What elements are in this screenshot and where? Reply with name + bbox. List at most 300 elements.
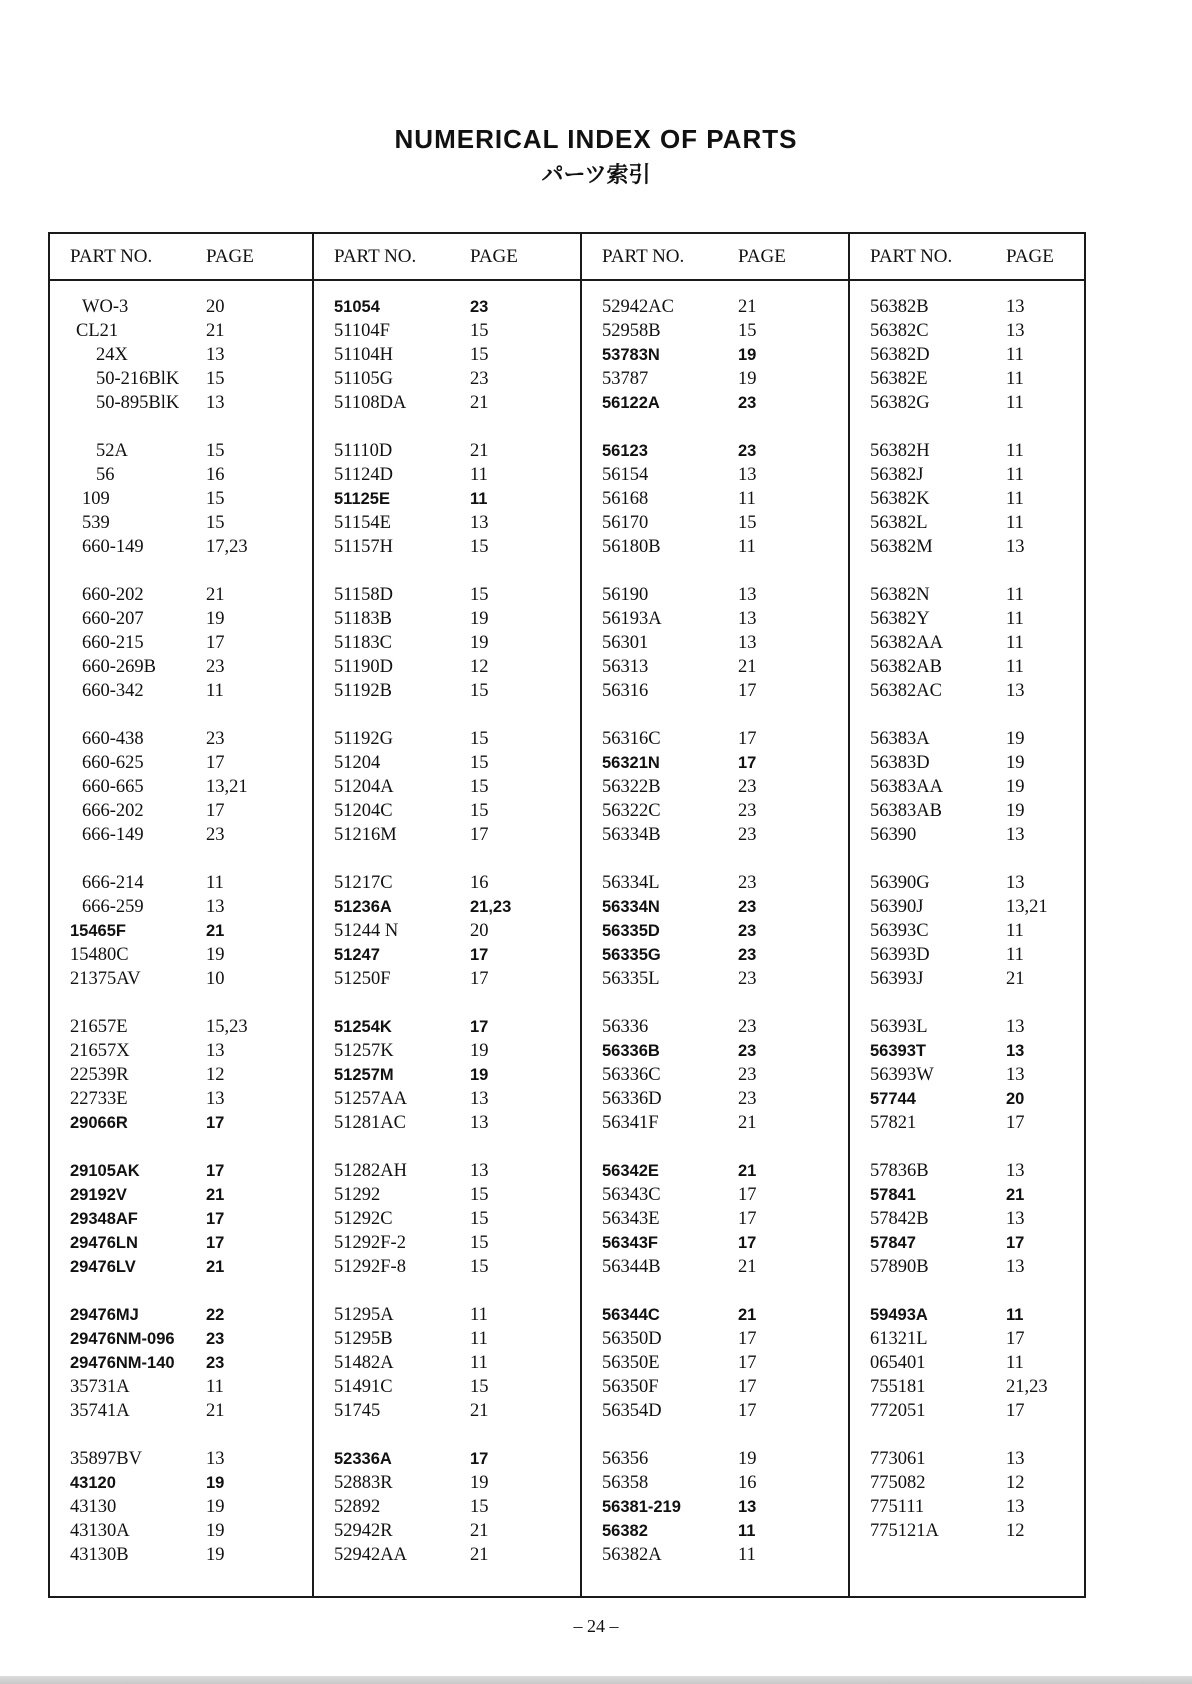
page-reference: 23 bbox=[206, 1329, 225, 1348]
page-reference: 19 bbox=[206, 1544, 225, 1565]
page-reference: 11 bbox=[1006, 512, 1024, 533]
scan-edge bbox=[0, 1676, 1192, 1684]
page-reference: 21,23 bbox=[470, 897, 512, 916]
table-row bbox=[582, 1015, 848, 1039]
page-reference: 23 bbox=[738, 824, 757, 845]
part-number: 56382E bbox=[870, 368, 928, 389]
table-row bbox=[314, 295, 580, 319]
part-number: 56190 bbox=[602, 584, 649, 605]
table-row bbox=[314, 1255, 580, 1279]
part-number: 56334L bbox=[602, 872, 660, 893]
table-row bbox=[314, 511, 580, 535]
table-row bbox=[582, 1087, 848, 1111]
part-number: 56382J bbox=[870, 464, 924, 485]
table-row bbox=[850, 1183, 1084, 1207]
table-row bbox=[314, 967, 580, 991]
page-reference: 19 bbox=[470, 1472, 489, 1493]
page-reference: 15 bbox=[206, 512, 225, 533]
part-number: 61321L bbox=[870, 1328, 928, 1349]
page-reference: 13 bbox=[1006, 1496, 1025, 1517]
table-row bbox=[582, 1399, 848, 1423]
page-reference: 17 bbox=[206, 1233, 225, 1252]
page-reference: 15 bbox=[470, 1232, 489, 1253]
page-reference: 16 bbox=[206, 464, 225, 485]
table-row bbox=[850, 919, 1084, 943]
part-number: 51110D bbox=[334, 440, 393, 461]
table-row bbox=[582, 607, 848, 631]
page-reference: 13 bbox=[470, 1088, 489, 1109]
part-number: 57847 bbox=[870, 1233, 916, 1252]
part-number: 53787 bbox=[602, 368, 649, 389]
part-number: 56336D bbox=[602, 1088, 662, 1109]
table-row bbox=[582, 1327, 848, 1351]
part-number: 56335L bbox=[602, 968, 660, 989]
page-reference: 22 bbox=[206, 1305, 225, 1324]
page-reference: 11 bbox=[1006, 1352, 1024, 1373]
table-row bbox=[50, 439, 312, 463]
page-reference: 17 bbox=[738, 1208, 757, 1229]
page-reference: 15 bbox=[470, 776, 489, 797]
page-reference: 13 bbox=[1006, 680, 1025, 701]
table-row bbox=[314, 439, 580, 463]
table-row bbox=[582, 1183, 848, 1207]
page-reference: 19 bbox=[206, 1520, 225, 1541]
table-row bbox=[850, 775, 1084, 799]
part-number: 56393T bbox=[870, 1041, 926, 1060]
page-reference: 11 bbox=[1006, 464, 1024, 485]
page-reference: 19 bbox=[738, 368, 757, 389]
part-number: 56180B bbox=[602, 536, 661, 557]
page-reference: 23 bbox=[738, 1088, 757, 1109]
page-reference: 11 bbox=[1006, 656, 1024, 677]
table-row bbox=[50, 1375, 312, 1399]
table-row bbox=[582, 1543, 848, 1567]
page-header: PAGE bbox=[206, 245, 254, 267]
table-row bbox=[50, 1471, 312, 1495]
page-reference: 13 bbox=[738, 608, 757, 629]
table-row bbox=[50, 535, 312, 559]
part-number: 29348AF bbox=[70, 1209, 138, 1228]
table-row bbox=[850, 535, 1084, 559]
part-number: 56301 bbox=[602, 632, 649, 653]
part-number: 56390J bbox=[870, 896, 924, 917]
table-row bbox=[50, 1327, 312, 1351]
table-row bbox=[314, 871, 580, 895]
part-number: 15480C bbox=[70, 944, 129, 965]
page-header: PAGE bbox=[1006, 245, 1054, 267]
page-reference: 16 bbox=[738, 1472, 757, 1493]
part-number: 51250F bbox=[334, 968, 391, 989]
part-number: 56342E bbox=[602, 1161, 659, 1180]
column-header bbox=[314, 234, 580, 281]
part-number: 660-149 bbox=[82, 536, 144, 557]
page-reference: 17 bbox=[206, 632, 225, 653]
table-row bbox=[50, 823, 312, 847]
part-number: 51236A bbox=[334, 897, 392, 916]
table-row bbox=[582, 943, 848, 967]
page-reference: 21 bbox=[1006, 1185, 1025, 1204]
part-number: 51295B bbox=[334, 1328, 393, 1349]
part-number: 666-202 bbox=[82, 800, 144, 821]
part-number: 21657E bbox=[70, 1016, 128, 1037]
page-reference: 13 bbox=[1006, 1016, 1025, 1037]
table-row bbox=[314, 607, 580, 631]
part-number: 43130B bbox=[70, 1544, 129, 1565]
page-reference: 17 bbox=[738, 680, 757, 701]
page-reference: 19 bbox=[206, 1496, 225, 1517]
table-row bbox=[850, 1255, 1084, 1279]
page-number: – 24 – bbox=[573, 1616, 619, 1636]
page-reference: 23 bbox=[738, 1016, 757, 1037]
part-number: 56393J bbox=[870, 968, 924, 989]
part-no-header: PART NO. bbox=[602, 245, 685, 267]
part-number: 56322B bbox=[602, 776, 661, 797]
part-number: 50-895BlK bbox=[96, 392, 180, 413]
table-row bbox=[582, 655, 848, 679]
table-row bbox=[50, 919, 312, 943]
part-number: 29476LV bbox=[70, 1257, 136, 1276]
page-reference: 13 bbox=[1006, 1160, 1025, 1181]
page-reference: 11 bbox=[1006, 944, 1024, 965]
part-number: 51281AC bbox=[334, 1112, 406, 1133]
part-number: 56 bbox=[96, 464, 115, 485]
table-row bbox=[314, 1207, 580, 1231]
table-row bbox=[314, 679, 580, 703]
page-reference: 21 bbox=[206, 1400, 225, 1421]
page-reference: 17 bbox=[206, 1209, 225, 1228]
part-number: 51104F bbox=[334, 320, 390, 341]
table-row bbox=[314, 1087, 580, 1111]
table-row bbox=[582, 1111, 848, 1135]
page-reference: 23 bbox=[206, 728, 225, 749]
table-row bbox=[50, 583, 312, 607]
page-reference: 11 bbox=[738, 1544, 756, 1565]
table-row bbox=[582, 631, 848, 655]
table-row bbox=[582, 967, 848, 991]
table-row bbox=[314, 1231, 580, 1255]
table-row bbox=[850, 1063, 1084, 1087]
part-number: 56390G bbox=[870, 872, 930, 893]
part-number: 52A bbox=[96, 440, 128, 461]
part-number: 59493A bbox=[870, 1305, 928, 1324]
page-reference: 13,21 bbox=[1006, 896, 1048, 917]
page-reference: 11 bbox=[470, 1304, 488, 1325]
column-header bbox=[50, 234, 312, 281]
table-row bbox=[50, 631, 312, 655]
page-reference: 15 bbox=[206, 440, 225, 461]
page-reference: 17 bbox=[470, 824, 489, 845]
page-reference: 15 bbox=[470, 1256, 489, 1277]
table-row bbox=[850, 1447, 1084, 1471]
table-row bbox=[314, 391, 580, 415]
column-header bbox=[850, 234, 1084, 281]
part-number: 51157H bbox=[334, 536, 393, 557]
table-row bbox=[582, 1519, 848, 1543]
page-reference: 23 bbox=[738, 945, 757, 964]
table-row bbox=[50, 343, 312, 367]
page-reference: 21 bbox=[206, 584, 225, 605]
table-row bbox=[50, 1303, 312, 1327]
table-row bbox=[50, 367, 312, 391]
part-number: 51217C bbox=[334, 872, 393, 893]
table-row bbox=[850, 295, 1084, 319]
page-reference: 19 bbox=[206, 1473, 225, 1492]
part-number: 22733E bbox=[70, 1088, 128, 1109]
table-row bbox=[50, 1351, 312, 1375]
page-reference: 13 bbox=[1006, 296, 1025, 317]
table-row bbox=[314, 895, 580, 919]
page-reference: 17 bbox=[206, 800, 225, 821]
page-reference: 15 bbox=[738, 320, 757, 341]
table-row bbox=[314, 1015, 580, 1039]
table-row bbox=[850, 391, 1084, 415]
part-number: 56382G bbox=[870, 392, 930, 413]
page-reference: 23 bbox=[738, 800, 757, 821]
page-reference: 19 bbox=[738, 1448, 757, 1469]
part-number: 56316C bbox=[602, 728, 661, 749]
page-reference: 11 bbox=[738, 536, 756, 557]
table-row bbox=[582, 487, 848, 511]
page-reference: 15 bbox=[470, 728, 489, 749]
page-reference: 19 bbox=[470, 1040, 489, 1061]
page-subtitle-japanese: パーツ索引 bbox=[541, 163, 651, 188]
page-reference: 23 bbox=[738, 1064, 757, 1085]
part-number: 51292 bbox=[334, 1184, 381, 1205]
part-number: 56170 bbox=[602, 512, 649, 533]
part-number: 660-215 bbox=[82, 632, 144, 653]
page-reference: 21 bbox=[738, 296, 757, 317]
table-row bbox=[582, 1063, 848, 1087]
part-number: 56350F bbox=[602, 1376, 659, 1397]
part-number: 56343F bbox=[602, 1233, 658, 1252]
part-number: 56382K bbox=[870, 488, 930, 509]
page-reference: 13 bbox=[206, 1448, 225, 1469]
page-reference: 17 bbox=[738, 1352, 757, 1373]
page-reference: 23 bbox=[738, 441, 757, 460]
page-reference: 23 bbox=[738, 872, 757, 893]
part-number: 56322C bbox=[602, 800, 661, 821]
table-row bbox=[582, 895, 848, 919]
part-number: 56381-219 bbox=[602, 1497, 681, 1516]
part-number: 29105AK bbox=[70, 1161, 140, 1180]
part-number: 56393C bbox=[870, 920, 929, 941]
part-number: 56358 bbox=[602, 1472, 649, 1493]
part-number: 51154E bbox=[334, 512, 391, 533]
page-reference: 19 bbox=[206, 608, 225, 629]
page-reference: 17 bbox=[470, 945, 489, 964]
table-row bbox=[582, 367, 848, 391]
part-number: 51204C bbox=[334, 800, 393, 821]
table-row bbox=[314, 799, 580, 823]
page-header: PAGE bbox=[738, 245, 786, 267]
table-row bbox=[850, 1087, 1084, 1111]
page-reference: 11 bbox=[1006, 632, 1024, 653]
table-row bbox=[314, 775, 580, 799]
part-number: 57821 bbox=[870, 1112, 917, 1133]
page-reference: 21 bbox=[738, 1161, 757, 1180]
part-no-header: PART NO. bbox=[334, 245, 417, 267]
table-row bbox=[850, 655, 1084, 679]
page-reference: 15 bbox=[470, 344, 489, 365]
page-reference: 17 bbox=[206, 752, 225, 773]
table-row bbox=[50, 463, 312, 487]
table-row bbox=[50, 1111, 312, 1135]
table-row bbox=[314, 751, 580, 775]
part-number: 772051 bbox=[870, 1400, 926, 1421]
table-row bbox=[850, 319, 1084, 343]
part-number: 52942R bbox=[334, 1520, 393, 1541]
page-reference: 13 bbox=[1006, 872, 1025, 893]
table-row bbox=[314, 463, 580, 487]
table-row bbox=[50, 1231, 312, 1255]
part-number: 56154 bbox=[602, 464, 649, 485]
table-row bbox=[50, 607, 312, 631]
table-row bbox=[582, 919, 848, 943]
page-reference: 13 bbox=[206, 1088, 225, 1109]
page-reference: 11 bbox=[206, 1376, 224, 1397]
page-reference: 15 bbox=[470, 680, 489, 701]
part-number: 29476NM-140 bbox=[70, 1353, 175, 1372]
page-reference: 21 bbox=[206, 1257, 225, 1276]
part-number: 755181 bbox=[870, 1376, 926, 1397]
table-row bbox=[582, 1303, 848, 1327]
page-reference: 15 bbox=[470, 800, 489, 821]
table-row bbox=[314, 727, 580, 751]
part-number: 56382AB bbox=[870, 656, 942, 677]
page-reference: 21 bbox=[470, 1400, 489, 1421]
page-reference: 11 bbox=[1006, 920, 1024, 941]
table-row bbox=[50, 1015, 312, 1039]
part-number: 56382C bbox=[870, 320, 929, 341]
part-number: 56356 bbox=[602, 1448, 649, 1469]
page-reference: 13 bbox=[738, 632, 757, 653]
page-reference: 17 bbox=[738, 1400, 757, 1421]
page-reference: 15 bbox=[470, 536, 489, 557]
part-number: 51282AH bbox=[334, 1160, 407, 1181]
table-row bbox=[582, 1375, 848, 1399]
part-no-header: PART NO. bbox=[70, 245, 153, 267]
table-row bbox=[582, 799, 848, 823]
table-row bbox=[50, 751, 312, 775]
table-row bbox=[582, 1495, 848, 1519]
part-number: CL21 bbox=[76, 320, 119, 341]
part-number: 666-214 bbox=[82, 872, 144, 893]
page-reference: 21 bbox=[738, 1305, 757, 1324]
table-row bbox=[850, 727, 1084, 751]
table-row bbox=[850, 439, 1084, 463]
table-row bbox=[50, 943, 312, 967]
table-row bbox=[50, 727, 312, 751]
page-reference: 13 bbox=[206, 896, 225, 917]
table-row bbox=[582, 1207, 848, 1231]
table-row bbox=[314, 655, 580, 679]
index-column-4 bbox=[850, 234, 1084, 1596]
table-row bbox=[850, 1303, 1084, 1327]
page-reference: 20 bbox=[206, 296, 225, 317]
table-row bbox=[850, 583, 1084, 607]
table-row bbox=[50, 679, 312, 703]
table-row bbox=[850, 1111, 1084, 1135]
table-row bbox=[582, 1471, 848, 1495]
part-number: 775121A bbox=[870, 1520, 939, 1541]
page-reference: 13 bbox=[738, 464, 757, 485]
table-row bbox=[314, 535, 580, 559]
table-row bbox=[850, 511, 1084, 535]
table-row bbox=[314, 1183, 580, 1207]
index-column-3 bbox=[582, 234, 850, 1596]
table-row bbox=[850, 1207, 1084, 1231]
part-number: 56393L bbox=[870, 1016, 928, 1037]
page-reference: 15 bbox=[738, 512, 757, 533]
page-reference: 21 bbox=[470, 1544, 489, 1565]
part-number: 51745 bbox=[334, 1400, 381, 1421]
table-row bbox=[850, 1039, 1084, 1063]
table-row bbox=[582, 463, 848, 487]
table-row bbox=[50, 1447, 312, 1471]
page-reference: 23 bbox=[470, 368, 489, 389]
page-reference: 11 bbox=[1006, 440, 1024, 461]
table-row bbox=[314, 583, 580, 607]
table-row bbox=[582, 295, 848, 319]
table-row bbox=[582, 679, 848, 703]
part-number: 52336A bbox=[334, 1449, 392, 1468]
table-row bbox=[850, 631, 1084, 655]
page-reference: 15 bbox=[470, 1208, 489, 1229]
table-row bbox=[582, 511, 848, 535]
page-reference: 23 bbox=[206, 1353, 225, 1372]
part-number: 56382D bbox=[870, 344, 930, 365]
page-reference: 17 bbox=[1006, 1233, 1025, 1252]
page-reference: 19 bbox=[470, 1065, 489, 1084]
page-reference: 15 bbox=[470, 752, 489, 773]
part-number: 51254K bbox=[334, 1017, 392, 1036]
table-row bbox=[582, 727, 848, 751]
table-row bbox=[850, 343, 1084, 367]
part-number: 57842B bbox=[870, 1208, 929, 1229]
table-row bbox=[314, 1447, 580, 1471]
part-number: 51158D bbox=[334, 584, 393, 605]
parts-index-table bbox=[48, 232, 1086, 1598]
page-reference: 11 bbox=[470, 489, 488, 508]
part-number: 43120 bbox=[70, 1473, 116, 1492]
part-number: 51108DA bbox=[334, 392, 407, 413]
part-number: 51192B bbox=[334, 680, 392, 701]
table-row bbox=[50, 655, 312, 679]
table-row bbox=[50, 1207, 312, 1231]
table-row bbox=[850, 1231, 1084, 1255]
part-number: 52883R bbox=[334, 1472, 393, 1493]
page-reference: 15 bbox=[470, 320, 489, 341]
part-number: 52958B bbox=[602, 320, 661, 341]
part-number: 43130 bbox=[70, 1496, 117, 1517]
part-number: 51257AA bbox=[334, 1088, 407, 1109]
page-reference: 19 bbox=[470, 608, 489, 629]
table-row bbox=[582, 1447, 848, 1471]
page-reference: 11 bbox=[738, 488, 756, 509]
part-number: 52892 bbox=[334, 1496, 381, 1517]
table-row bbox=[50, 295, 312, 319]
table-row bbox=[582, 751, 848, 775]
page-reference: 17 bbox=[206, 1161, 225, 1180]
page-reference: 13 bbox=[1006, 1256, 1025, 1277]
page-reference: 13 bbox=[1006, 824, 1025, 845]
table-row bbox=[314, 1327, 580, 1351]
table-row bbox=[582, 583, 848, 607]
part-number: 56343C bbox=[602, 1184, 661, 1205]
page-reference: 11 bbox=[1006, 1305, 1024, 1324]
table-row bbox=[314, 1399, 580, 1423]
part-number: 56341F bbox=[602, 1112, 659, 1133]
